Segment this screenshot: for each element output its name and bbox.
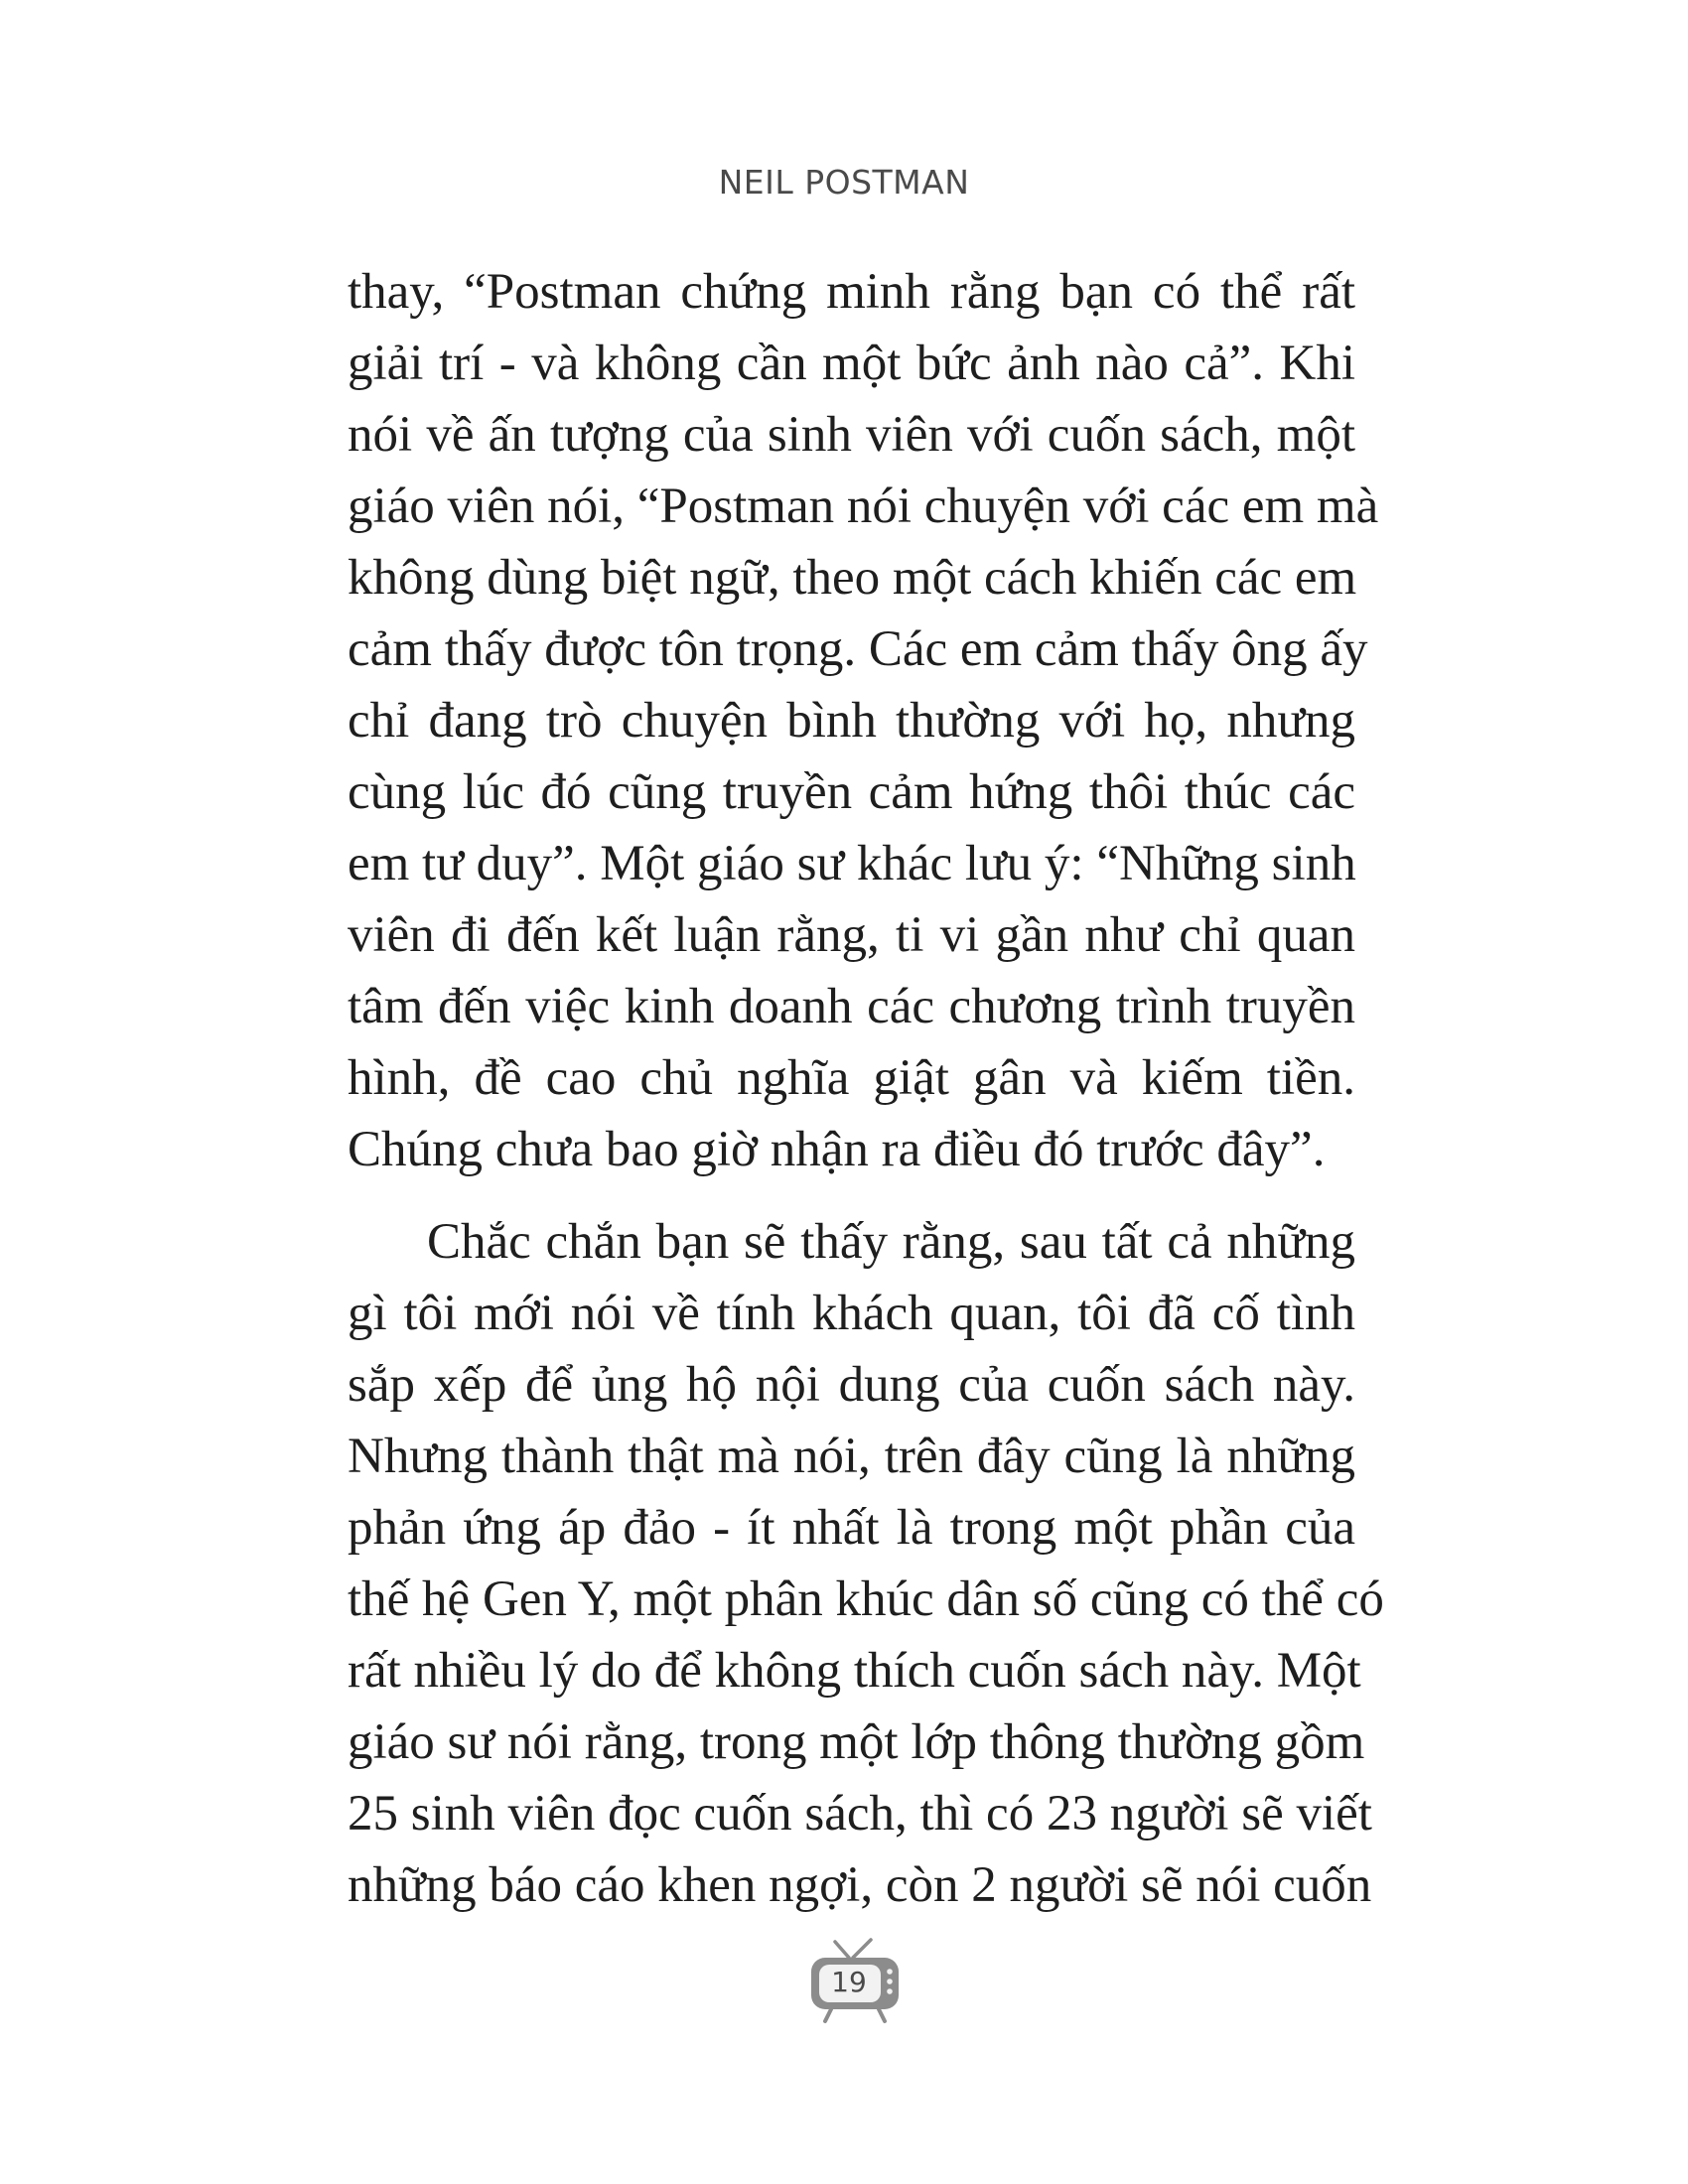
page-footer (809, 1936, 909, 2025)
text-line: giải trí - và không cần một bức ảnh nào cả”. Khi (348, 336, 1355, 391)
text-line: không dùng biệt ngữ, theo một cách khiến các em (348, 550, 1357, 606)
paragraph-2 (348, 1206, 1384, 1921)
page-number: 19 (831, 1966, 867, 1998)
text-line: phản ứng áp đảo - ít nhất là trong một phần của (348, 1500, 1355, 1556)
text-line: Nhưng thành thật mà nói, trên đây cũng là những (348, 1429, 1355, 1484)
text-line: cảm thấy được tôn trọng. Các em cảm thấy ông ấy (348, 621, 1368, 677)
running-head: NEIL POSTMAN (718, 163, 970, 202)
text-line: em tư duy”. Một giáo sư khác lưu ý: “Những sinh (348, 836, 1356, 891)
paragraph-1 (348, 256, 1379, 1185)
text-line: nói về ấn tượng của sinh viên với cuốn sách, một (348, 407, 1355, 463)
text-line: cùng lúc đó cũng truyền cảm hứng thôi thúc các (348, 764, 1355, 820)
text-line: những báo cáo khen ngợi, còn 2 người sẽ nói cuốn (348, 1857, 1372, 1913)
text-line: 25 sinh viên đọc cuốn sách, thì có 23 người sẽ viết (348, 1786, 1372, 1842)
text-line: Chúng chưa bao giờ nhận ra điều đó trước đây”. (348, 1122, 1326, 1177)
text-line: chỉ đang trò chuyện bình thường với họ, nhưng (348, 693, 1355, 749)
text-line: thế hệ Gen Y, một phân khúc dân số cũng có thể có (348, 1571, 1384, 1627)
text-line: rất nhiều lý do để không thích cuốn sách này. Một (348, 1643, 1361, 1699)
text-line: giáo sư nói rằng, trong một lớp thông thường gồm (348, 1714, 1365, 1770)
text-line: Chắc chắn bạn sẽ thấy rằng, sau tất cả những (427, 1214, 1355, 1270)
text-line: gì tôi mới nói về tính khách quan, tôi đã cố tình (348, 1286, 1355, 1341)
text-line: sắp xếp để ủng hộ nội dung của cuốn sách này. (348, 1357, 1355, 1413)
text-line: giáo viên nói, “Postman nói chuyện với các em mà (348, 478, 1379, 534)
text-line: tâm đến việc kinh doanh các chương trình truyền (348, 979, 1355, 1034)
text-line: thay, “Postman chứng minh rằng bạn có thể rất (348, 264, 1355, 320)
text-line: hình, đề cao chủ nghĩa giật gân và kiếm tiền. (348, 1050, 1355, 1106)
text-line: viên đi đến kết luận rằng, ti vi gần như chỉ quan (348, 907, 1355, 963)
